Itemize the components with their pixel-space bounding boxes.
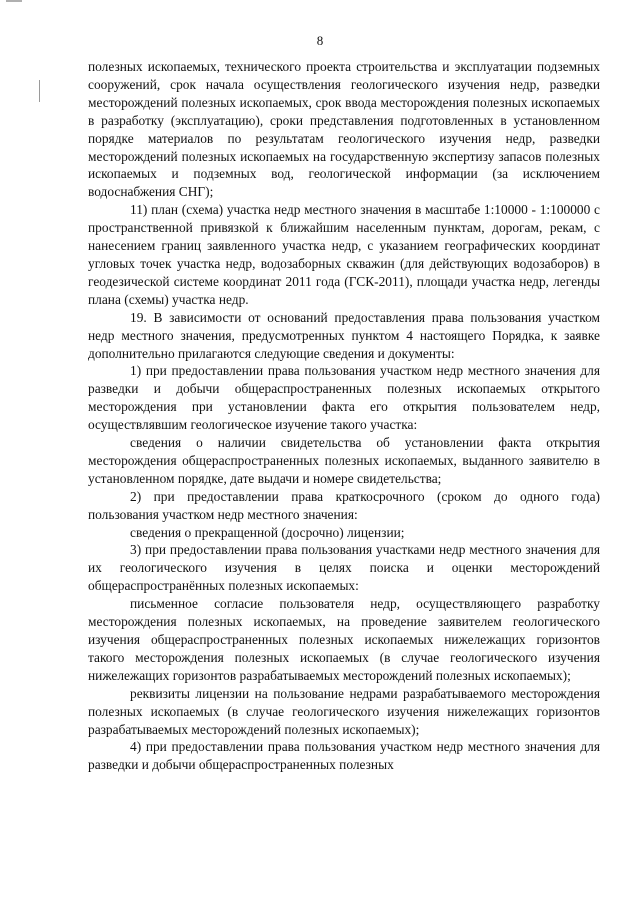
page-number: 8 [316,33,324,48]
scan-artifact [6,0,22,2]
paragraph: 19. В зависимости от оснований предоставления права пользования участком недр местного значения, предусмотренных пунктом 4 настоящего Порядка, к заявке дополнительно прилагаются следующие сведения и документы: [88,309,600,361]
margin-mark [39,80,40,102]
paragraph: реквизиты лицензии на пользование недрами разрабатываемого месторождения полезных ископаемых (в случае геологического изучения нижележащих горизонтов разрабатываемых месторождений полезных ископаемых); [88,685,600,737]
paragraph: 11) план (схема) участка недр местного значения в масштабе 1:10000 - 1:100000 с пространственной привязкой к ближайшим населенным пунктам, дорогам, рекам, с нанесением границ заявленного участка недр, с указанием географических координат угловых точек участка недр, водозаборных скважин (для действующих водозаборов) в геодезической системе координат 2011 года (ГСК-2011), площади участка недр, легенды плана (схемы) участка недр. [88,202,600,307]
document-body [88,58,600,774]
paragraph: сведения о прекращенной (досрочно) лицензии; [130,524,405,540]
paragraph: 4) при предоставлении права пользования участком недр местного значения для разведки и добычи общераспространенных полезных [88,739,600,773]
paragraph: сведения о наличии свидетельства об установлении факта открытия месторождения общераспространенных полезных ископаемых, выданного заявителю в установленном порядке, дате выдачи и номере свидетельства; [88,435,600,486]
paragraph: полезных ископаемых, технического проекта строительства и эксплуатации подземных сооружений, срок начала осуществления геологического изучения недр, разведки месторождений полезных ископаемых, срок ввода месторождения полезных ископаемых в разработку (эксплуатацию), сроки представления подготовленных в установленном порядке материалов по результатам геологического изучения недр, разведки месторождений полезных ископаемых на государственную экспертизу запасов полезных ископаемых и подземных вод, геологической информации (за исключением водоснабжения СНГ); [88,59,600,200]
paragraph: 1) при предоставлении права пользования участком недр местного значения для разведки и добычи общераспространенных полезных ископаемых открытого месторождения при установлении факта его открытия пользователем недр, осуществлявшим геологическое изучение такого участка: [88,363,600,433]
paragraph: письменное согласие пользователя недр, осуществляющего разработку месторождения полезных ископаемых, на проведение заявителем геологического изучения общераспространенных полезных ископаемых нижележащих горизонтов такого месторождения полезных ископаемых (в случае геологического изучения нижележащих горизонтов разрабатываемых месторождений полезных ископаемых); [88,596,600,683]
paragraph: 2) при предоставлении права краткосрочного (сроком до одного года) пользования участком недр местного значения: [88,488,600,522]
paragraph: 3) при предоставлении права пользования участками недр местного значения для их геологического изучения в целях поиска и оценки месторождений общераспространённых полезных ископаемых: [88,542,600,594]
